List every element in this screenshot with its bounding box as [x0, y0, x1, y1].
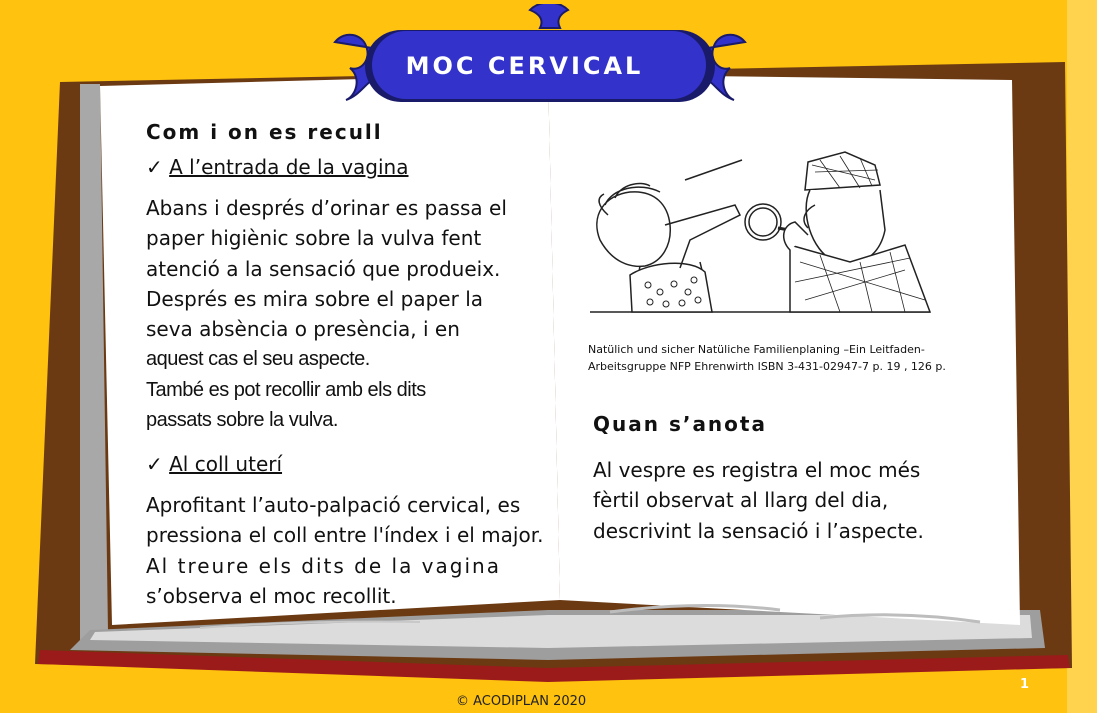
checklist-item-label: A l’entrada de la vagina [169, 155, 409, 179]
page-title: MOC CERVICAL [405, 52, 644, 80]
paragraph-line: Al vespre es registra el moc més [593, 458, 921, 482]
paragraph-line: passats sobre la vulva. [146, 409, 338, 432]
paragraph-line: També es pot recollir amb els dits [146, 378, 426, 401]
page-number: 1 [1020, 677, 1030, 692]
checkmark-icon: ✓ [146, 155, 163, 179]
image-citation [588, 341, 946, 375]
paragraph-line: descrivint la sensació i l’aspecte. [593, 518, 924, 543]
checklist-item-label: Al coll uterí [169, 452, 283, 476]
paragraph-line: Abans i després d’orinar es passa el [146, 196, 507, 220]
paragraph-line: Al treure els dits de la vagina [146, 553, 501, 578]
paragraph-line: fèrtil observat al llarg del dia, [593, 488, 889, 513]
paragraph-collection-cervix [146, 490, 543, 611]
checklist-item-cervix [146, 452, 282, 476]
paragraph-line: aquest cas el seu aspecte. [146, 348, 370, 371]
paragraph-line: Aprofitant l’auto-palpació cervical, es [146, 493, 521, 517]
right-heading: Quan s’anota [593, 412, 767, 436]
citation-line: Natülich und sicher Natüliche Familienplaning –Ein Leitfaden- [588, 343, 925, 356]
checklist-item-vagina [146, 155, 409, 179]
paragraph-line: paper higiènic sobre la vulva fent [146, 226, 482, 251]
checkmark-icon: ✓ [146, 452, 163, 476]
paragraph-line: Després es mira sobre el paper la [146, 286, 484, 311]
left-heading: Com i on es recull [146, 120, 383, 144]
paragraph-line: s’observa el moc recollit. [146, 583, 397, 608]
paragraph-collection-toilet-paper [146, 193, 507, 435]
citation-line: Arbeitsgruppe NFP Ehrenwirth ISBN 3-431-02947-7 p. 19 , 126 p. [588, 360, 946, 373]
copyright-footer: © ACODIPLAN 2020 [456, 694, 587, 709]
paragraph-when-recorded [593, 455, 924, 546]
paragraph-line: atenció a la sensació que produeix. [146, 256, 501, 281]
paragraph-line: pressiona el coll entre l'índex i el major. [146, 523, 544, 548]
paragraph-line: seva absència o presència, i en [146, 317, 460, 342]
